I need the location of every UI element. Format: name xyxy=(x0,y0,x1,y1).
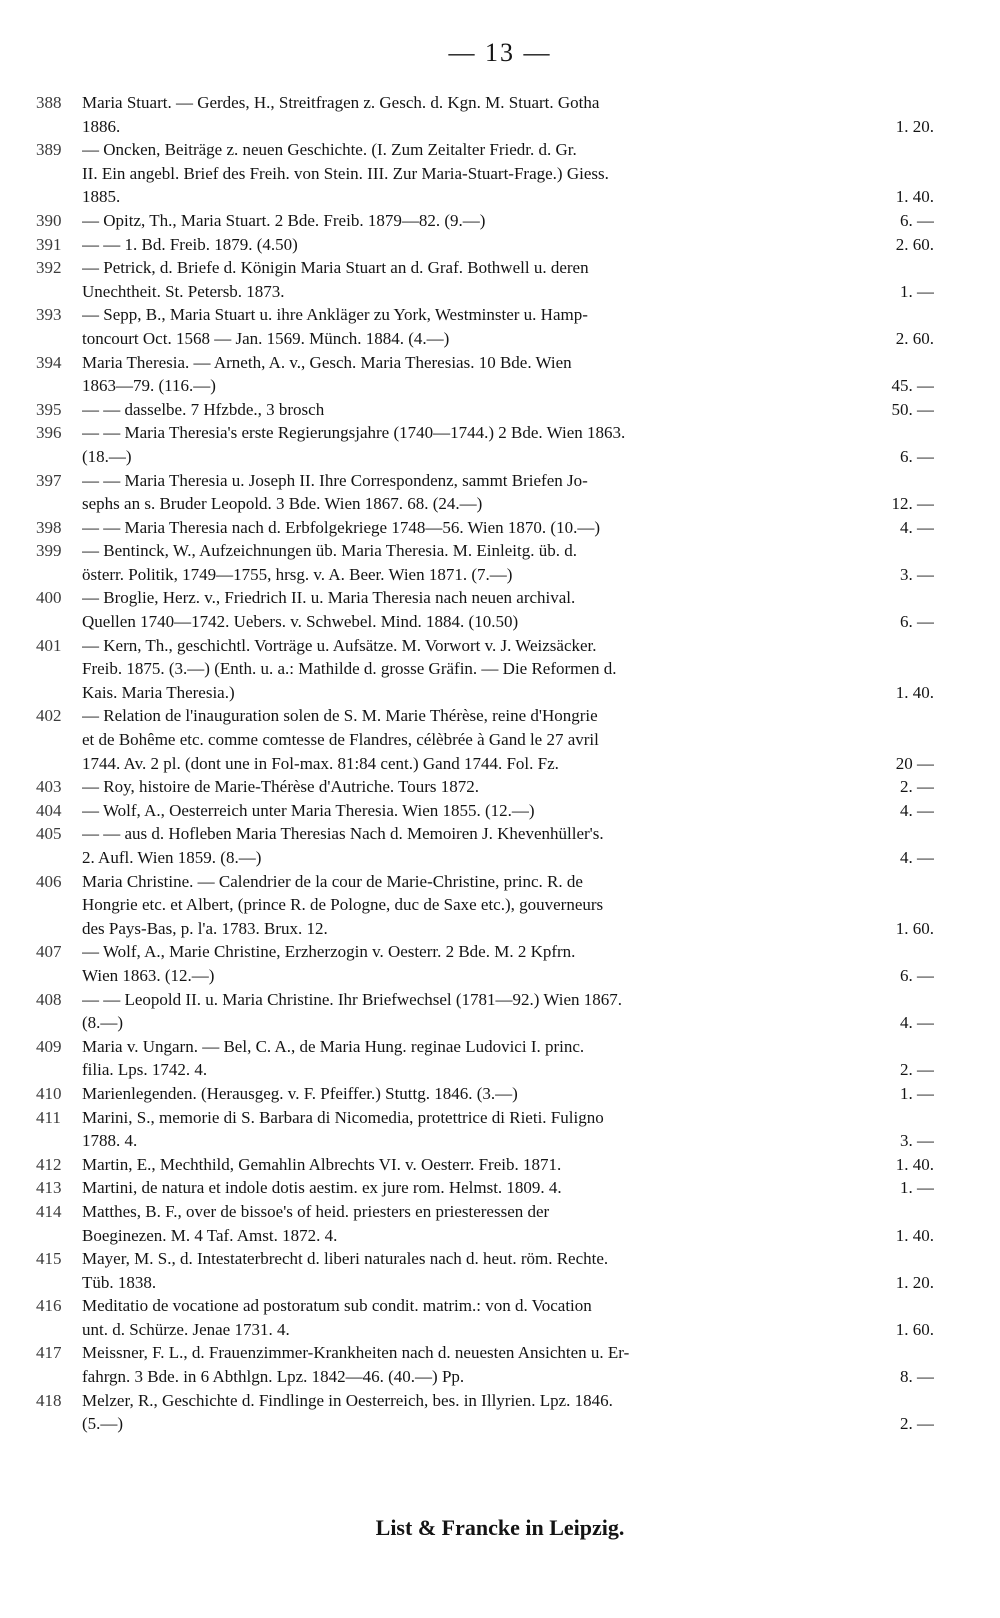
entry-text-line: Maria v. Ungarn. — Bel, C. A., de Maria Hung. reginae Ludovici I. princ. xyxy=(82,1036,585,1056)
catalog-entry xyxy=(36,516,934,540)
entry-text-line: — — Leopold II. u. Maria Christine. Ihr Briefwechsel (1781—92.) Wien 1867. xyxy=(82,989,623,1009)
entry-number: 401 xyxy=(36,635,62,655)
entry-price: 1. 40. xyxy=(895,682,934,702)
entry-text-line xyxy=(82,1412,934,1436)
entry-text-line: — — aus d. Hofleben Maria Theresias Nach d. Memoiren J. Khevenhüller's. xyxy=(82,824,604,844)
entry-price: 3. — xyxy=(900,564,934,584)
entry-price: 45. — xyxy=(891,376,934,396)
entry-number: 402 xyxy=(36,706,62,726)
entry-number: 395 xyxy=(36,399,62,419)
entry-text: 1744. Av. 2 pl. (dont une in Fol-max. 81:84 cent.) Gand 1744. Fol. Fz. xyxy=(82,753,559,773)
entry-text-line xyxy=(82,280,934,304)
entry-price: 2. — xyxy=(900,777,934,797)
catalog-entry xyxy=(36,1153,934,1177)
entry-text: sephs an s. Bruder Leopold. 3 Bde. Wien 1867. 68. (24.—) xyxy=(82,494,483,514)
catalog-entry xyxy=(36,138,934,209)
entry-number: 405 xyxy=(36,824,62,844)
catalog-list xyxy=(36,91,934,1436)
catalog-entry xyxy=(36,1294,934,1341)
entry-price: 1. 20. xyxy=(895,116,934,136)
entry-text: — — 1. Bd. Freib. 1879. (4.50) xyxy=(82,234,298,254)
entry-number: 398 xyxy=(36,517,62,537)
entry-number: 408 xyxy=(36,989,62,1009)
entry-number: 404 xyxy=(36,800,62,820)
entry-number: 411 xyxy=(36,1107,61,1127)
catalog-entry xyxy=(36,233,934,257)
entry-text-line xyxy=(82,1224,934,1248)
entry-text-line xyxy=(82,374,934,398)
catalog-entry xyxy=(36,1106,934,1153)
entry-number: 412 xyxy=(36,1154,62,1174)
entry-text: (8.—) xyxy=(82,1013,124,1033)
catalog-entry xyxy=(36,91,934,138)
publisher-footer: List & Francke in Leipzig. xyxy=(375,1515,625,1540)
entry-price: 1. 40. xyxy=(895,1225,934,1245)
entry-text: (5.—) xyxy=(82,1414,124,1434)
entry-number: 394 xyxy=(36,352,62,372)
entry-text-line xyxy=(82,917,934,941)
entry-text-line xyxy=(82,846,934,870)
entry-text-line xyxy=(82,209,934,233)
entry-text-line: Mayer, M. S., d. Intestaterbrecht d. liberi naturales nach d. heut. röm. Rechte. xyxy=(82,1249,609,1269)
entry-text-line xyxy=(82,610,934,634)
entry-number: 399 xyxy=(36,541,62,561)
catalog-entry xyxy=(36,421,934,468)
entry-number: 388 xyxy=(36,93,62,112)
catalog-entry xyxy=(36,799,934,823)
catalog-entry xyxy=(36,209,934,233)
entry-number: 406 xyxy=(36,871,62,891)
entry-number: 396 xyxy=(36,423,62,443)
entry-text-line xyxy=(82,1058,934,1082)
entry-text-line xyxy=(82,1176,934,1200)
entry-text: — Roy, histoire de Marie-Thérèse d'Autriche. Tours 1872. xyxy=(82,777,480,797)
entry-text: 1886. xyxy=(82,116,121,136)
catalog-entry xyxy=(36,1247,934,1294)
entry-price: 2. 60. xyxy=(895,328,934,348)
catalog-entry xyxy=(36,398,934,422)
entry-text-line: II. Ein angebl. Brief des Freih. von Stein. III. Zur Maria-Stuart-Frage.) Giess. xyxy=(82,163,609,183)
entry-text-line xyxy=(82,964,934,988)
catalog-entry xyxy=(36,775,934,799)
entry-text-line xyxy=(82,1011,934,1035)
entry-text-line xyxy=(82,1153,934,1177)
entry-text-line xyxy=(82,799,934,823)
entry-text: 1885. xyxy=(82,187,121,207)
entry-number: 410 xyxy=(36,1083,62,1103)
entry-text-line xyxy=(82,681,934,705)
entry-number: 389 xyxy=(36,140,62,160)
entry-text: Tüb. 1838. xyxy=(82,1272,157,1292)
entry-price: 20 — xyxy=(895,753,934,773)
entry-text: toncourt Oct. 1568 — Jan. 1569. Münch. 1884. (4.—) xyxy=(82,328,450,348)
catalog-entry xyxy=(36,586,934,633)
entry-text: Unechtheit. St. Petersb. 1873. xyxy=(82,281,285,301)
entry-text-line xyxy=(82,775,934,799)
entry-text-line xyxy=(82,115,934,139)
entry-number: 400 xyxy=(36,588,62,608)
entry-text-line xyxy=(82,1318,934,1342)
entry-text-line: Maria Stuart. — Gerdes, H., Streitfragen z. Gesch. d. Kgn. M. Stuart. Gotha xyxy=(82,93,600,112)
entry-text: des Pays-Bas, p. l'a. 1783. Brux. 12. xyxy=(82,918,328,938)
entry-number: 417 xyxy=(36,1343,62,1363)
entry-price: 6. — xyxy=(900,965,934,985)
entry-text-line xyxy=(82,1271,934,1295)
entry-text: 2. Aufl. Wien 1859. (8.—) xyxy=(82,848,262,867)
entry-text-line: Maria Christine. — Calendrier de la cour de Marie-Christine, princ. R. de xyxy=(82,871,583,891)
entry-text: — Wolf, A., Oesterreich unter Maria Theresia. Wien 1855. (12.—) xyxy=(82,800,535,820)
entry-text: unt. d. Schürze. Jenae 1731. 4. xyxy=(82,1319,290,1339)
catalog-entry xyxy=(36,704,934,775)
catalog-entry xyxy=(36,634,934,705)
entry-number: 418 xyxy=(36,1390,62,1410)
entry-price: 12. — xyxy=(891,494,934,514)
catalog-entry xyxy=(36,539,934,586)
catalog-entry xyxy=(36,822,934,869)
entry-text-line: Freib. 1875. (3.—) (Enth. u. a.: Mathilde d. grosse Gräfin. — Die Reformen d. xyxy=(82,659,617,679)
entry-text: filia. Lps. 1742. 4. xyxy=(82,1060,208,1080)
catalog-entry xyxy=(36,870,934,941)
entry-text-line xyxy=(82,327,934,351)
entry-price: 6. — xyxy=(900,612,934,632)
entry-text: Boeginezen. M. 4 Taf. Amst. 1872. 4. xyxy=(82,1225,338,1245)
entry-text-line xyxy=(82,398,934,422)
entry-text-line: Maria Theresia. — Arneth, A. v., Gesch. Maria Theresias. 10 Bde. Wien xyxy=(82,352,572,372)
entry-price: 1. — xyxy=(900,281,934,301)
entry-text: Quellen 1740—1742. Uebers. v. Schwebel. Mind. 1884. (10.50) xyxy=(82,612,519,632)
entry-text: österr. Politik, 1749—1755, hrsg. v. A. Beer. Wien 1871. (7.—) xyxy=(82,564,513,584)
catalog-entry xyxy=(36,256,934,303)
catalog-entry xyxy=(36,303,934,350)
entry-price: 1. 40. xyxy=(895,187,934,207)
entry-text-line: — Wolf, A., Marie Christine, Erzherzogin v. Oesterr. 2 Bde. M. 2 Kpfrn. xyxy=(82,942,576,962)
entry-number: 407 xyxy=(36,942,62,962)
entry-text-line: — Petrick, d. Briefe d. Königin Maria Stuart an d. Graf. Bothwell u. deren xyxy=(82,258,589,278)
catalog-entry xyxy=(36,469,934,516)
entry-number: 390 xyxy=(36,210,62,230)
entry-price: 2. — xyxy=(900,1060,934,1080)
entry-text-line: — — Maria Theresia u. Joseph II. Ihre Correspondenz, sammt Briefen Jo- xyxy=(82,470,588,490)
entry-text-line xyxy=(82,1365,934,1389)
entry-text-line: Melzer, R., Geschichte d. Findlinge in Oesterreich, bes. in Illyrien. Lpz. 1846. xyxy=(82,1390,613,1410)
entry-text: fahrgn. 3 Bde. in 6 Abthlgn. Lpz. 1842—46. (40.—) Pp. xyxy=(82,1367,465,1387)
entry-price: 4. — xyxy=(900,517,934,537)
entry-price: 1. 20. xyxy=(895,1272,934,1292)
entry-price: 8. — xyxy=(900,1367,934,1387)
catalog-entry xyxy=(36,940,934,987)
entry-text-line: et de Bohême etc. comme comtesse de Flandres, célèbrée à Gand le 27 avril xyxy=(82,730,599,750)
entry-price: 50. — xyxy=(891,399,934,419)
page-number: — 13 — xyxy=(448,38,552,67)
catalog-entry xyxy=(36,988,934,1035)
entry-text-line: — Broglie, Herz. v., Friedrich II. u. Maria Theresia nach neuen archival. xyxy=(82,588,576,608)
entry-text-line xyxy=(82,516,934,540)
entry-price: 1. — xyxy=(900,1083,934,1103)
entry-text: — Opitz, Th., Maria Stuart. 2 Bde. Freib. 1879—82. (9.—) xyxy=(82,210,486,230)
catalog-entry xyxy=(36,1341,934,1388)
entry-price: 4. — xyxy=(900,848,934,867)
entry-text-line xyxy=(82,563,934,587)
entry-text: Marienlegenden. (Herausgeg. v. F. Pfeiffer.) Stuttg. 1846. (3.—) xyxy=(82,1083,518,1103)
entry-text: (18.—) xyxy=(82,446,132,466)
entry-text-line: Marini, S., memorie di S. Barbara di Nicomedia, protettrice di Rieti. Fuligno xyxy=(82,1107,604,1127)
entry-text-line xyxy=(82,185,934,209)
entry-number: 397 xyxy=(36,470,62,490)
entry-price: 1. 60. xyxy=(895,1319,934,1339)
entry-price: 4. — xyxy=(900,800,934,820)
entry-text-line: — Kern, Th., geschichtl. Vorträge u. Aufsätze. M. Vorwort v. J. Weizsäcker. xyxy=(82,635,597,655)
entry-price: 2. — xyxy=(900,1414,934,1434)
entry-text: 1788. 4. xyxy=(82,1131,138,1151)
entry-text-line: Meissner, F. L., d. Frauenzimmer-Krankheiten nach d. neuesten Ansichten u. Er- xyxy=(82,1343,630,1363)
entry-text: Martini, de natura et indole dotis aestim. ex jure rom. Helmst. 1809. 4. xyxy=(82,1178,562,1198)
catalog-entry xyxy=(36,351,934,398)
entry-text: 1863—79. (116.—) xyxy=(82,376,216,396)
entry-number: 392 xyxy=(36,258,62,278)
entry-text-line: Meditatio de vocatione ad postoratum sub condit. matrim.: von d. Vocation xyxy=(82,1296,592,1316)
entry-number: 415 xyxy=(36,1249,62,1269)
entry-text-line xyxy=(82,1082,934,1106)
entry-price: 1. 60. xyxy=(895,918,934,938)
entry-text-line: — Bentinck, W., Aufzeichnungen üb. Maria Theresia. M. Einleitg. üb. d. xyxy=(82,541,577,561)
entry-text: — — dasselbe. 7 Hfzbde., 3 brosch xyxy=(82,399,325,419)
entry-text-line: Hongrie etc. et Albert, (prince R. de Pologne, duc de Saxe etc.), gouverneurs xyxy=(82,895,604,915)
entry-text: Kais. Maria Theresia.) xyxy=(82,682,235,702)
entry-number: 416 xyxy=(36,1296,62,1316)
entry-text-line xyxy=(82,233,934,257)
entry-price: 6. — xyxy=(900,446,934,466)
entry-text-line: — Oncken, Beiträge z. neuen Geschichte. (I. Zum Zeitalter Friedr. d. Gr. xyxy=(82,140,577,160)
entry-price: 6. — xyxy=(900,210,934,230)
entry-text-line xyxy=(82,1129,934,1153)
entry-text-line: Matthes, B. F., over de bissoe's of heid. priesters en priesteressen der xyxy=(82,1201,550,1221)
entry-price: 3. — xyxy=(900,1131,934,1151)
catalog-entry xyxy=(36,1035,934,1082)
catalog-entry xyxy=(36,1200,934,1247)
entry-text: — — Maria Theresia nach d. Erbfolgekriege 1748—56. Wien 1870. (10.—) xyxy=(82,517,600,537)
entry-number: 393 xyxy=(36,305,62,325)
entry-number: 391 xyxy=(36,234,62,254)
entry-text: Martin, E., Mechthild, Gemahlin Albrechts VI. v. Oesterr. Freib. 1871. xyxy=(82,1154,562,1174)
entry-text-line: — Relation de l'inauguration solen de S. M. Marie Thérèse, reine d'Hongrie xyxy=(82,706,598,726)
entry-number: 414 xyxy=(36,1201,62,1221)
entry-number: 403 xyxy=(36,777,62,797)
entry-text-line: — Sepp, B., Maria Stuart u. ihre Ankläger zu York, Westminster u. Hamp- xyxy=(82,305,588,325)
entry-price: 1. — xyxy=(900,1178,934,1198)
entry-text-line xyxy=(82,752,934,776)
entry-text-line: — — Maria Theresia's erste Regierungsjahre (1740—1744.) 2 Bde. Wien 1863. xyxy=(82,423,626,443)
entry-text: Wien 1863. (12.—) xyxy=(82,965,215,985)
entry-price: 1. 40. xyxy=(895,1154,934,1174)
entry-text-line xyxy=(82,492,934,516)
entry-number: 413 xyxy=(36,1178,62,1198)
catalog-entry xyxy=(36,1082,934,1106)
entry-price: 4. — xyxy=(900,1013,934,1033)
catalog-entry xyxy=(36,1176,934,1200)
entry-text-line xyxy=(82,445,934,469)
entry-price: 2. 60. xyxy=(895,234,934,254)
catalog-entry xyxy=(36,1389,934,1436)
entry-number: 409 xyxy=(36,1036,62,1056)
